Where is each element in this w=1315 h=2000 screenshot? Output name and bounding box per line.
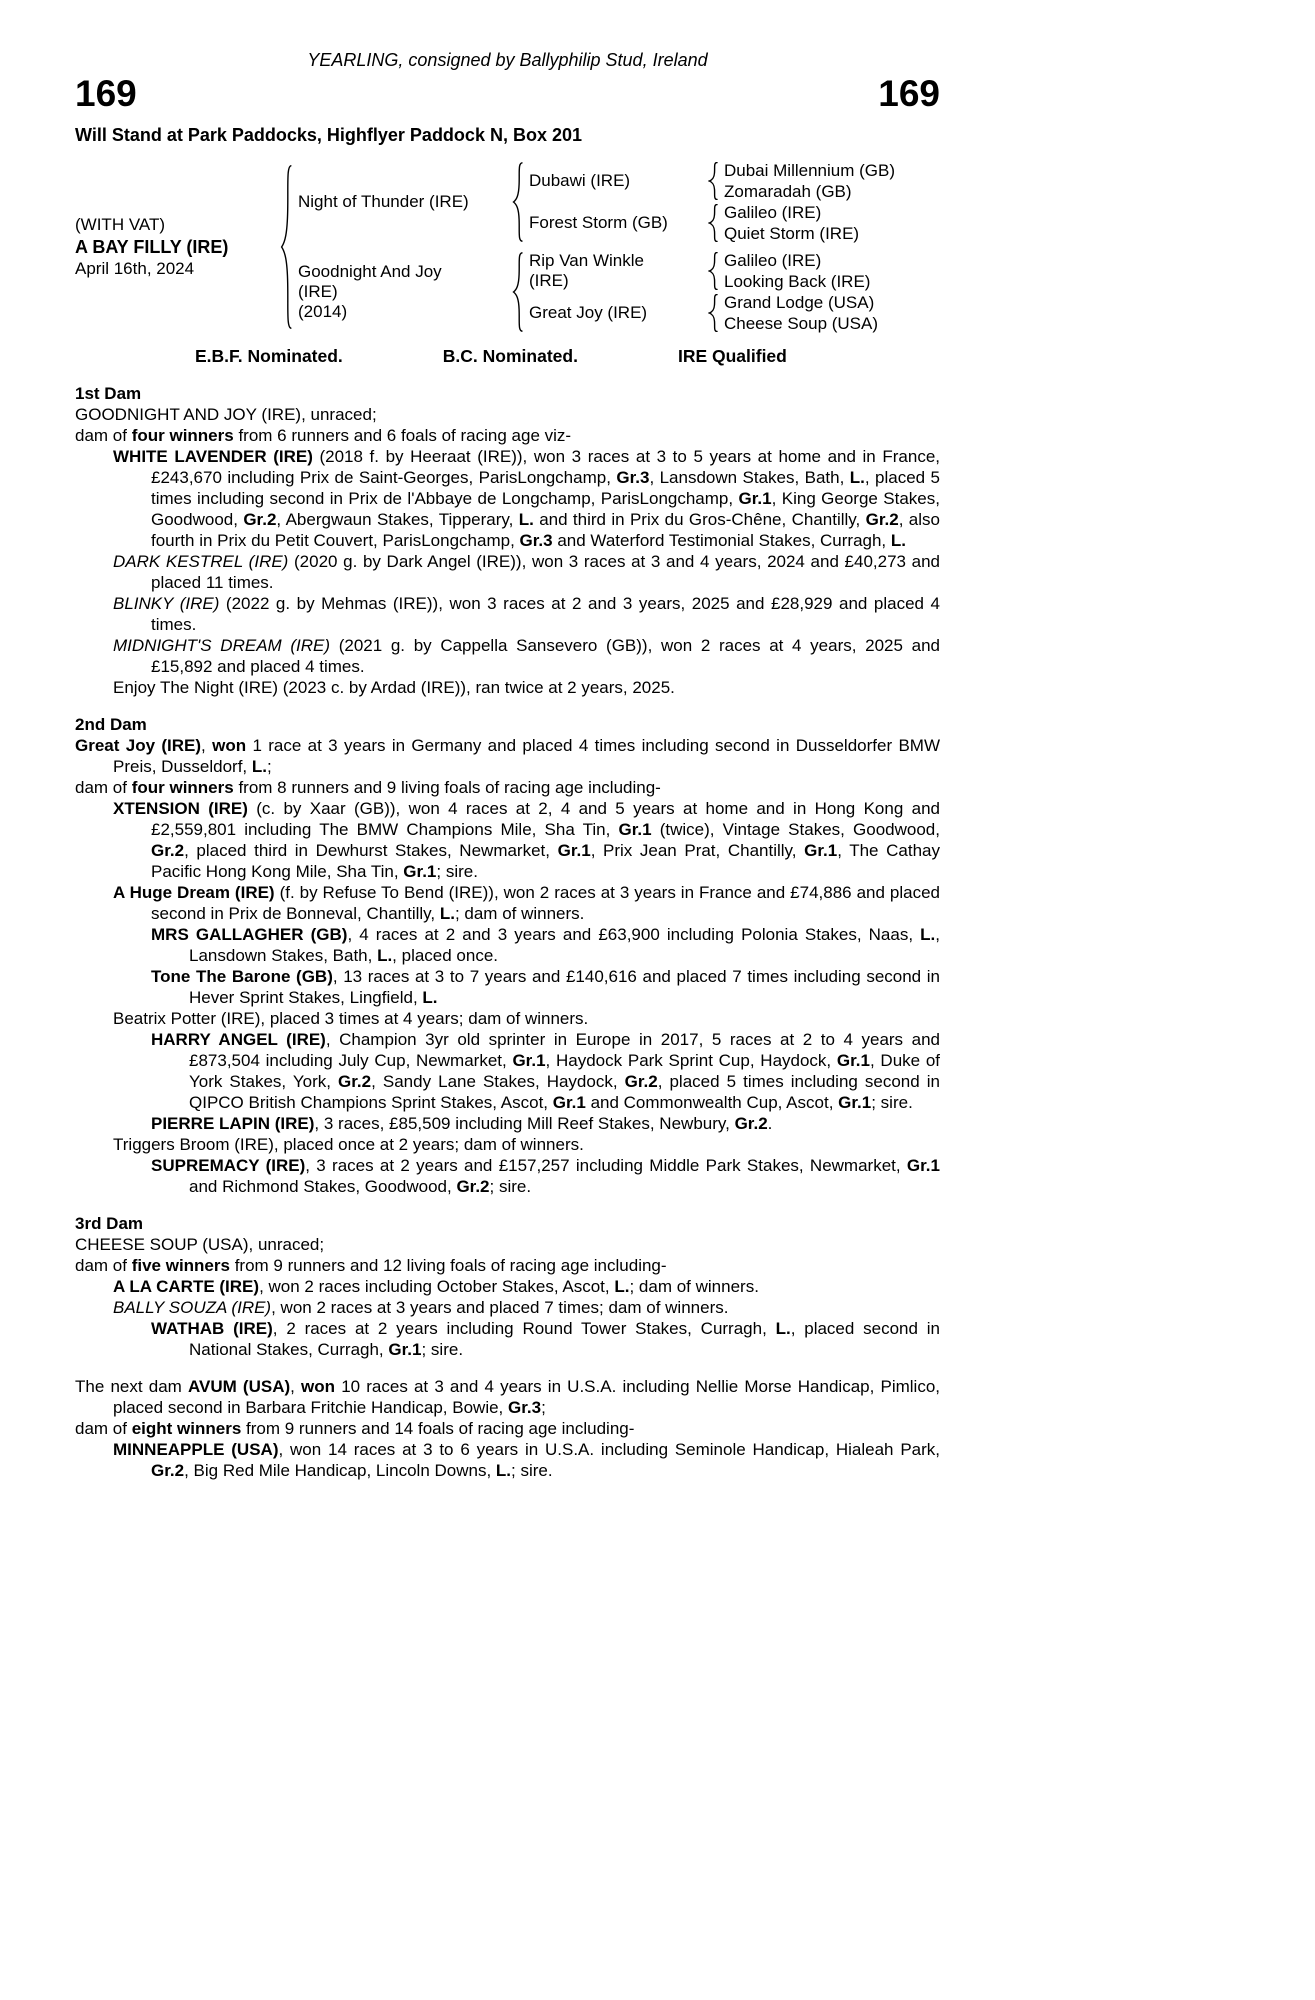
text-run: Gr.2 bbox=[243, 510, 277, 529]
text-run: ; bbox=[267, 757, 272, 776]
sire-group bbox=[298, 160, 914, 244]
catalog-paragraph bbox=[75, 425, 940, 446]
text-run: , won 14 races at 3 to 6 years in U.S.A. including Seminole Handicap, Hialeah Park, bbox=[278, 1440, 940, 1459]
ancestor-name: Quiet Storm (IRE) bbox=[724, 224, 860, 243]
text-run: and Richmond Stakes, Goodwood, bbox=[189, 1177, 457, 1196]
text-run: ; sire. bbox=[421, 1340, 464, 1359]
text-run: L. bbox=[422, 988, 438, 1007]
text-run: Gr.1 bbox=[804, 841, 838, 860]
text-run: , 3 races at 2 years and £157,257 including Middle Park Stakes, Newmarket, bbox=[305, 1156, 907, 1175]
text-run: Beatrix Potter (IRE), placed 3 times at 4 years; dam of winners. bbox=[113, 1009, 589, 1028]
text-run: Gr.1 bbox=[512, 1051, 546, 1070]
text-run: , King George Stakes, Goodwood, bbox=[151, 489, 940, 529]
ancestor-name: Zomaradah (GB) bbox=[724, 182, 852, 201]
text-run: and third in Prix du Gros-Chêne, Chantilly, bbox=[533, 510, 866, 529]
text-run: CHEESE SOUP (USA), unraced; bbox=[75, 1235, 325, 1254]
ancestor-parents bbox=[724, 250, 914, 292]
text-run: L. bbox=[377, 946, 393, 965]
text-run: . bbox=[767, 1114, 773, 1133]
text-run: four winners bbox=[131, 778, 234, 797]
catalog-paragraph bbox=[75, 1439, 940, 1481]
sire-name: Night of Thunder (IRE) bbox=[298, 192, 469, 211]
ancestor-name: Galileo (IRE) bbox=[724, 203, 822, 222]
text-run: BALLY SOUZA (IRE) bbox=[113, 1298, 272, 1317]
text-run: dam of bbox=[75, 1419, 132, 1438]
catalog-paragraph bbox=[75, 798, 940, 882]
lot-number-left: 169 bbox=[75, 73, 137, 114]
text-run: , Abergwaun Stakes, Tipperary, bbox=[276, 510, 519, 529]
text-run: (2021 g. by Cappella Sansevero (GB)), won 2 races at 4 years, 2025 and £15,892 and placed 4 times. bbox=[151, 636, 940, 676]
text-run: five winners bbox=[131, 1256, 230, 1275]
text-run: Gr.1 bbox=[836, 1051, 870, 1070]
text-run: Gr.1 bbox=[388, 1340, 422, 1359]
dam-name-text: Goodnight And Joy (IRE) bbox=[298, 262, 442, 301]
catalog-paragraph bbox=[75, 1155, 940, 1197]
text-run: eight winners bbox=[131, 1419, 242, 1438]
pedigree-brace bbox=[708, 204, 719, 242]
text-run: , placed 5 times including second in QIPCO British Champions Sprint Stakes, Ascot, bbox=[189, 1072, 940, 1112]
text-run: ; bbox=[541, 1398, 546, 1417]
text-run: L. bbox=[849, 468, 865, 487]
ancestor-name: Dubai Millennium (GB) bbox=[724, 161, 895, 180]
text-run: GOODNIGHT AND JOY (IRE), unraced; bbox=[75, 405, 377, 424]
text-run: ; dam of winners. bbox=[454, 904, 585, 923]
text-run: (c. by Xaar (GB)), won 4 races at 2, 4 and 5 years at home and in Hong Kong and £2,559,801 including The BMW Champions Mile, Sha Tin, bbox=[151, 799, 940, 839]
text-run: XTENSION (IRE) bbox=[113, 799, 248, 818]
text-run: , won 2 races including October Stakes, Ascot, bbox=[259, 1277, 615, 1296]
text-run: L. bbox=[775, 1319, 791, 1338]
vat-note: (WITH VAT) bbox=[75, 215, 166, 234]
dam-section-3 bbox=[75, 1213, 940, 1360]
text-run: , Haydock Park Sprint Cup, Haydock, bbox=[545, 1051, 837, 1070]
ancestor-parents bbox=[724, 202, 914, 244]
catalog-paragraph bbox=[75, 1376, 940, 1418]
section-heading: 3rd Dam bbox=[75, 1214, 144, 1233]
ancestor-name: Cheese Soup (USA) bbox=[724, 314, 879, 333]
ancestor-name: Dubawi (IRE) bbox=[529, 171, 631, 190]
text-run: L. bbox=[251, 757, 267, 776]
catalog-paragraph bbox=[75, 1234, 940, 1255]
text-run: four winners bbox=[131, 426, 234, 445]
text-run: Tone The Barone (GB) bbox=[151, 967, 333, 986]
text-run: Gr.2 bbox=[734, 1114, 768, 1133]
text-run: ; sire. bbox=[436, 862, 478, 881]
text-run: , 2 races at 2 years including Round Tower Stakes, Curragh, bbox=[272, 1319, 776, 1338]
gen1-column bbox=[298, 160, 914, 334]
text-run: AVUM (USA) bbox=[187, 1377, 291, 1396]
text-run: , The Cathay Pacific Hong Kong Mile, Sha Tin, bbox=[151, 841, 940, 881]
text-run: , Lansdown Stakes, Bath, bbox=[649, 468, 850, 487]
text-run: A LA CARTE (IRE) bbox=[113, 1277, 260, 1296]
foal-date: April 16th, 2024 bbox=[75, 259, 195, 278]
text-run: Gr.2 bbox=[624, 1072, 658, 1091]
text-run: , Champion 3yr old sprinter in Europe in 2017, 5 races at 2 to 4 years and £873,504 including July Cup, Newmarket, bbox=[189, 1030, 940, 1070]
text-run: WATHAB (IRE) bbox=[151, 1319, 273, 1338]
text-run: Gr.1 bbox=[403, 862, 437, 881]
text-run: , 3 races, £85,509 including Mill Reef Stakes, Newbury, bbox=[314, 1114, 735, 1133]
subject-block bbox=[75, 214, 275, 280]
text-run: from 8 runners and 9 living foals of racing age including- bbox=[233, 778, 661, 797]
text-run: 10 races at 3 and 4 years in U.S.A. including Nellie Morse Handicap, Pimlico, placed second in Barbara Fritchie Handicap, Bowie, bbox=[113, 1377, 940, 1417]
text-run: Gr.1 bbox=[838, 1093, 872, 1112]
catalog-paragraph bbox=[75, 777, 940, 798]
lot-number-right: 169 bbox=[878, 73, 940, 114]
catalog-paragraph bbox=[75, 446, 940, 551]
text-run: Gr.2 bbox=[456, 1177, 490, 1196]
text-run: Gr.1 bbox=[738, 489, 772, 508]
dam-section-1 bbox=[75, 383, 940, 698]
text-run: dam of bbox=[75, 1256, 132, 1275]
horse-name: A BAY FILLY (IRE) bbox=[75, 237, 229, 257]
next-dam-section bbox=[75, 1376, 940, 1481]
dam-name bbox=[298, 262, 483, 322]
sire-parents-column bbox=[529, 160, 914, 244]
text-run: , also fourth in Prix du Petit Couvert, ParisLongchamp, bbox=[151, 510, 940, 550]
text-run: , bbox=[290, 1377, 302, 1396]
stand-location-line: Will Stand at Park Paddocks, Highflyer Paddock N, Box 201 bbox=[75, 125, 582, 145]
pedigree-brace bbox=[708, 294, 719, 332]
catalog-paragraph bbox=[75, 924, 940, 966]
text-run: L. bbox=[890, 531, 906, 550]
text-run: won bbox=[301, 1377, 336, 1396]
catalog-paragraph bbox=[75, 1318, 940, 1360]
text-run: ; dam of winners. bbox=[629, 1277, 759, 1296]
text-run: MIDNIGHT'S DREAM (IRE) bbox=[113, 636, 331, 655]
text-run: (2020 g. by Dark Angel (IRE)), won 3 races at 3 and 4 years, 2024 and £40,273 and placed 11 times. bbox=[151, 552, 940, 592]
text-run: ; sire. bbox=[871, 1093, 913, 1112]
text-run: , bbox=[201, 736, 213, 755]
text-run: L. bbox=[920, 925, 936, 944]
text-run: Gr.3 bbox=[519, 531, 553, 550]
text-run: Great Joy (IRE) bbox=[75, 736, 202, 755]
page-content bbox=[75, 50, 940, 1481]
text-run: L. bbox=[518, 510, 534, 529]
text-run: , 13 races at 3 to 7 years and £140,616 and placed 7 times including second in Hever Sprint Stakes, Lingfield, bbox=[189, 967, 941, 1007]
ancestor-parents bbox=[724, 160, 914, 202]
text-run: (2018 f. by Heeraat (IRE)), won 3 races at 3 to 5 years at home and in France, £243,670 including Prix de Saint-Georges, ParisLongchamp, bbox=[151, 447, 940, 487]
dam-section-2 bbox=[75, 714, 940, 1197]
text-run: from 9 runners and 12 living foals of racing age including- bbox=[229, 1256, 667, 1275]
bc-nominated: B.C. Nominated. bbox=[442, 346, 578, 366]
text-run: (2022 g. by Mehmas (IRE)), won 3 races at 2 and 3 years, 2025 and £28,929 and placed 4 times. bbox=[151, 594, 940, 634]
ancestor-parents bbox=[724, 292, 914, 334]
catalog-paragraph bbox=[75, 1029, 940, 1113]
catalog-paragraph bbox=[75, 1113, 940, 1134]
text-run: Gr.2 bbox=[151, 841, 185, 860]
text-run: Gr.1 bbox=[906, 1156, 940, 1175]
dam-year: (2014) bbox=[298, 302, 348, 321]
pedigree-brace bbox=[512, 162, 524, 242]
catalog-paragraph bbox=[75, 966, 940, 1008]
catalog-paragraph bbox=[75, 1297, 940, 1318]
text-run: L. bbox=[439, 904, 455, 923]
text-run: won bbox=[212, 736, 247, 755]
ancestor-group bbox=[529, 202, 914, 244]
catalog-paragraph bbox=[75, 404, 940, 425]
text-run: ; sire. bbox=[489, 1177, 532, 1196]
text-run: WHITE LAVENDER (IRE) bbox=[113, 447, 313, 466]
text-run: Gr.1 bbox=[557, 841, 591, 860]
pedigree-brace bbox=[280, 164, 293, 330]
text-run: dam of bbox=[75, 778, 132, 797]
text-run: L. bbox=[495, 1461, 512, 1480]
catalog-paragraph bbox=[75, 735, 940, 777]
text-run: The next dam bbox=[75, 1377, 188, 1396]
text-run: , Duke of York Stakes, York, bbox=[189, 1051, 940, 1091]
nominations-line bbox=[75, 346, 940, 367]
catalog-paragraph bbox=[75, 593, 940, 635]
text-run: , placed third in Dewhurst Stakes, Newmarket, bbox=[184, 841, 558, 860]
section-heading: 1st Dam bbox=[75, 384, 142, 403]
text-run: dam of bbox=[75, 426, 132, 445]
lot-number-row bbox=[75, 75, 940, 112]
catalog-paragraph bbox=[75, 1276, 940, 1297]
text-run: , 4 races at 2 and 3 years and £63,900 including Polonia Stakes, Naas, bbox=[347, 925, 921, 944]
catalog-paragraph bbox=[75, 882, 940, 924]
text-run: Gr.2 bbox=[865, 510, 899, 529]
text-run: Gr.1 bbox=[618, 820, 652, 839]
catalog-paragraph bbox=[75, 677, 940, 698]
ebf-nominated: E.B.F. Nominated. bbox=[195, 346, 343, 366]
text-run: , Prix Jean Prat, Chantilly, bbox=[590, 841, 805, 860]
text-run: , placed once. bbox=[392, 946, 499, 965]
catalog-paragraph bbox=[75, 1008, 940, 1029]
ancestor-name: Great Joy (IRE) bbox=[529, 303, 648, 322]
ancestor-group bbox=[529, 292, 914, 334]
text-run: 1 race at 3 years in Germany and placed 4 times including second in Dusseldorfer BMW Preis, Dusseldorf, bbox=[113, 736, 940, 776]
ancestor-group bbox=[529, 160, 914, 202]
catalog-paragraph bbox=[75, 635, 940, 677]
text-run: from 9 runners and 14 foals of racing age including- bbox=[241, 1419, 635, 1438]
text-run: MINNEAPPLE (USA) bbox=[113, 1440, 279, 1459]
ancestor-name: Forest Storm (GB) bbox=[529, 213, 668, 232]
text-run: PIERRE LAPIN (IRE) bbox=[151, 1114, 315, 1133]
text-run: and Waterford Testimonial Stakes, Curragh, bbox=[552, 531, 891, 550]
pedigree-brace bbox=[708, 162, 719, 200]
text-run: from 6 runners and 6 foals of racing age viz- bbox=[233, 426, 572, 445]
text-run: , placed 5 times including second in Prix de l'Abbaye de Longchamp, ParisLongchamp, bbox=[151, 468, 940, 508]
dam-group bbox=[298, 250, 914, 334]
text-run: Gr.1 bbox=[552, 1093, 586, 1112]
pedigree-brace bbox=[708, 252, 719, 290]
text-run: , Lansdown Stakes, Bath, bbox=[189, 925, 940, 965]
dam-parents-column bbox=[529, 250, 914, 334]
catalog-paragraph bbox=[75, 1134, 940, 1155]
text-run: Enjoy The Night (IRE) (2023 c. by Ardad (IRE)), ran twice at 2 years, 2025. bbox=[113, 678, 675, 697]
text-run: HARRY ANGEL (IRE) bbox=[151, 1030, 326, 1049]
text-run: , Sandy Lane Stakes, Haydock, bbox=[371, 1072, 625, 1091]
text-run: Gr.3 bbox=[508, 1398, 542, 1417]
consignor-line: YEARLING, consigned by Ballyphilip Stud, Ireland bbox=[307, 50, 708, 70]
text-run: (f. by Refuse To Bend (IRE)), won 2 races at 3 years in France and £74,886 and placed second in Prix de Bonneval, Chantilly, bbox=[151, 883, 940, 923]
section-heading: 2nd Dam bbox=[75, 715, 147, 734]
text-run: Gr.2 bbox=[151, 1461, 185, 1480]
catalog-paragraph bbox=[75, 551, 940, 593]
text-run: , Big Red Mile Handicap, Lincoln Downs, bbox=[184, 1461, 496, 1480]
text-run: BLINKY (IRE) bbox=[113, 594, 220, 613]
ancestor-name: Looking Back (IRE) bbox=[724, 272, 871, 291]
ire-qualified: IRE Qualified bbox=[677, 346, 787, 366]
text-run: , won 2 races at 3 years and placed 7 times; dam of winners. bbox=[271, 1298, 729, 1317]
ancestor-name: Grand Lodge (USA) bbox=[724, 293, 875, 312]
text-run: A Huge Dream (IRE) bbox=[113, 883, 275, 902]
catalog-paragraph bbox=[75, 1418, 940, 1439]
ancestor-group bbox=[529, 250, 914, 292]
text-run: , placed second in National Stakes, Curragh, bbox=[189, 1319, 940, 1359]
text-run: ; sire. bbox=[511, 1461, 553, 1480]
text-run: Gr.3 bbox=[616, 468, 650, 487]
text-run: and Commonwealth Cup, Ascot, bbox=[585, 1093, 839, 1112]
text-run: DARK KESTREL (IRE) bbox=[113, 552, 289, 571]
ancestor-name: Rip Van Winkle (IRE) bbox=[529, 251, 644, 290]
text-run: MRS GALLAGHER (GB) bbox=[151, 925, 348, 944]
text-run: SUPREMACY (IRE) bbox=[151, 1156, 306, 1175]
pedigree-brace bbox=[512, 252, 524, 332]
catalog-paragraph bbox=[75, 1255, 940, 1276]
text-run: Gr.2 bbox=[338, 1072, 372, 1091]
text-run: L. bbox=[614, 1277, 630, 1296]
text-run: (twice), Vintage Stakes, Goodwood, bbox=[651, 820, 940, 839]
pedigree-table bbox=[75, 160, 940, 334]
ancestor-name: Galileo (IRE) bbox=[724, 251, 822, 270]
text-run: Triggers Broom (IRE), placed once at 2 years; dam of winners. bbox=[113, 1135, 584, 1154]
